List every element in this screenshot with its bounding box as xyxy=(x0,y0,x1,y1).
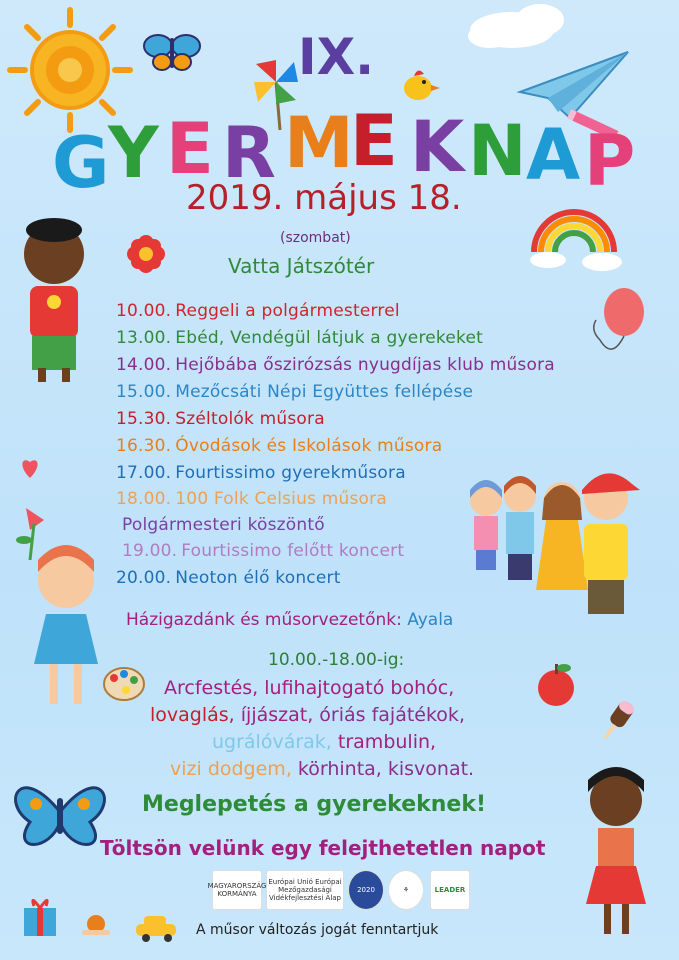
title-letter: M xyxy=(284,102,354,184)
schedule-item: 10.00. Reggeli a polgármesterrel xyxy=(116,301,400,321)
title-letter: E xyxy=(350,100,398,182)
activity-item: íjjászat, xyxy=(240,704,314,726)
flower-icon xyxy=(127,235,165,273)
event-day: (szombat) xyxy=(280,230,351,246)
title-letter: Y xyxy=(108,112,159,194)
schedule-item: 13.00. Ebéd, Vendégül látjuk a gyerekeket xyxy=(116,328,483,348)
bird-icon xyxy=(404,70,440,100)
schedule-item: 15.00. Mezőcsáti Népi Együttes fellépése xyxy=(116,382,474,402)
event-venue: Vatta Játszótér xyxy=(228,254,375,278)
gift-icon xyxy=(24,900,56,936)
ice-cream-icon xyxy=(599,699,636,743)
activity-item: Arcfestés, xyxy=(164,677,259,699)
host-label: Házigazdánk és műsorvezetőnk: xyxy=(126,610,402,630)
host-name: Ayala xyxy=(407,610,454,630)
title-letter: A xyxy=(526,114,581,196)
activities-line xyxy=(164,677,454,699)
2020-logo: 2020 xyxy=(348,870,384,910)
rainbow-icon xyxy=(530,212,622,271)
activity-item: lufihajtogató bohóc, xyxy=(264,677,455,699)
girl-illustration xyxy=(34,545,98,704)
title-letter: N xyxy=(468,110,527,192)
invitation-text: Töltsön velünk egy felejthetetlen napot xyxy=(100,836,546,860)
schedule-item: 18.00. 100 Folk Celsius műsora xyxy=(116,489,387,509)
snail-icon xyxy=(82,915,110,935)
eu-logo: Európai Unió Európai Mezőgazdasági Vidékfejlesztési Alap xyxy=(266,870,344,910)
leader-logo: LEADER xyxy=(430,870,470,910)
car-icon xyxy=(136,916,176,942)
girl-illustration xyxy=(586,767,646,934)
event-date: 2019. május 18. xyxy=(186,178,462,218)
activity-item: körhinta, kisvonat. xyxy=(297,758,475,780)
activity-item: óriás fajátékok, xyxy=(319,704,465,726)
activities-line xyxy=(170,758,474,780)
butterfly-icon xyxy=(144,35,200,70)
activities-line xyxy=(212,731,436,753)
balloon-icon xyxy=(594,288,644,349)
heart-icon xyxy=(22,460,37,478)
schedule-item: 19.00. Fourtissimo felőtt koncert xyxy=(122,541,405,561)
title-letter: G xyxy=(52,122,110,204)
schedule-item: 20.00. Neoton élő koncert xyxy=(116,568,341,588)
edition-number: IX. xyxy=(298,28,375,86)
host-line xyxy=(126,610,453,630)
apple-icon xyxy=(538,664,574,706)
boy-illustration xyxy=(24,218,84,382)
activity-item: vizi dodgem, xyxy=(170,758,292,780)
sponsor-logos xyxy=(207,870,470,910)
paper-plane-icon xyxy=(520,52,628,118)
activities-line xyxy=(150,704,465,726)
kids-group-illustration xyxy=(470,473,640,614)
surprise-text: Meglepetés a gyerekeknek! xyxy=(142,792,487,817)
title-letter: K xyxy=(410,106,465,188)
schedule-item: 14.00. Hejőbába őszirózsás nyugdíjas klub műsora xyxy=(116,355,555,375)
activity-item: ugrálóvárak, xyxy=(212,731,332,753)
schedule-item: 16.30. Óvodások és Iskolások műsora xyxy=(116,436,443,456)
butterfly-icon xyxy=(16,788,105,845)
government-logo: MAGYARORSZÁG KORMÁNYA xyxy=(212,870,262,910)
schedule-item: 17.00. Fourtissimo gyerekműsora xyxy=(116,463,406,483)
schedule-item: 15.30. Széltolók műsora xyxy=(116,409,325,429)
activity-item: lovaglás, xyxy=(150,704,235,726)
schedule-item: Polgármesteri köszöntő xyxy=(122,515,325,535)
title-letter: R xyxy=(222,112,276,194)
title-letter: P xyxy=(584,120,636,202)
tulip-icon xyxy=(16,508,44,560)
footer-note: A műsor változás jogát fenntartjuk xyxy=(196,922,439,938)
cloud-icon xyxy=(468,4,564,48)
title-letter: E xyxy=(166,108,214,190)
palette-icon xyxy=(104,668,144,700)
local-logo: ⚘ xyxy=(388,870,424,910)
activity-item: trambulin, xyxy=(337,731,437,753)
activities-time: 10.00.-18.00-ig: xyxy=(268,650,405,670)
